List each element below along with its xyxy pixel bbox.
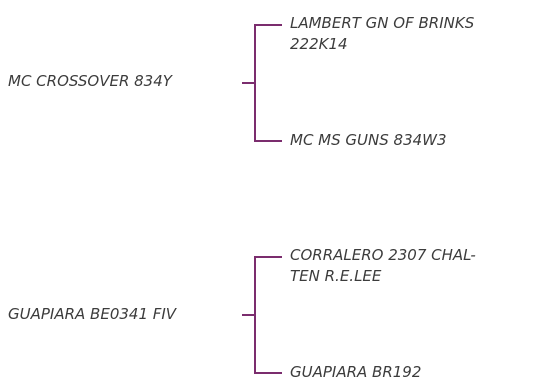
sire-label-line1: CORRALERO 2307 CHAL- xyxy=(290,246,476,264)
bracket-bottom-arm xyxy=(254,372,282,374)
bracket-bottom-arm xyxy=(254,140,282,142)
sire-label-line1: LAMBERT GN OF BRINKS xyxy=(290,14,475,32)
sire-label-line2: 222K14 xyxy=(290,35,348,53)
bracket-vertical xyxy=(254,256,256,374)
bracket-vertical xyxy=(254,24,256,142)
bracket-stem xyxy=(242,314,254,316)
subject-label: MC CROSSOVER 834Y xyxy=(8,72,172,90)
bracket-top-arm xyxy=(254,256,282,258)
dam-label: MC MS GUNS 834W3 xyxy=(290,131,447,149)
dam-label: GUAPIARA BR192 xyxy=(290,363,422,381)
subject-label: GUAPIARA BE0341 FIV xyxy=(8,305,177,323)
bracket-stem xyxy=(242,82,254,84)
sire-label-line2: TEN R.E.LEE xyxy=(290,267,382,285)
bracket-top-arm xyxy=(254,24,282,26)
